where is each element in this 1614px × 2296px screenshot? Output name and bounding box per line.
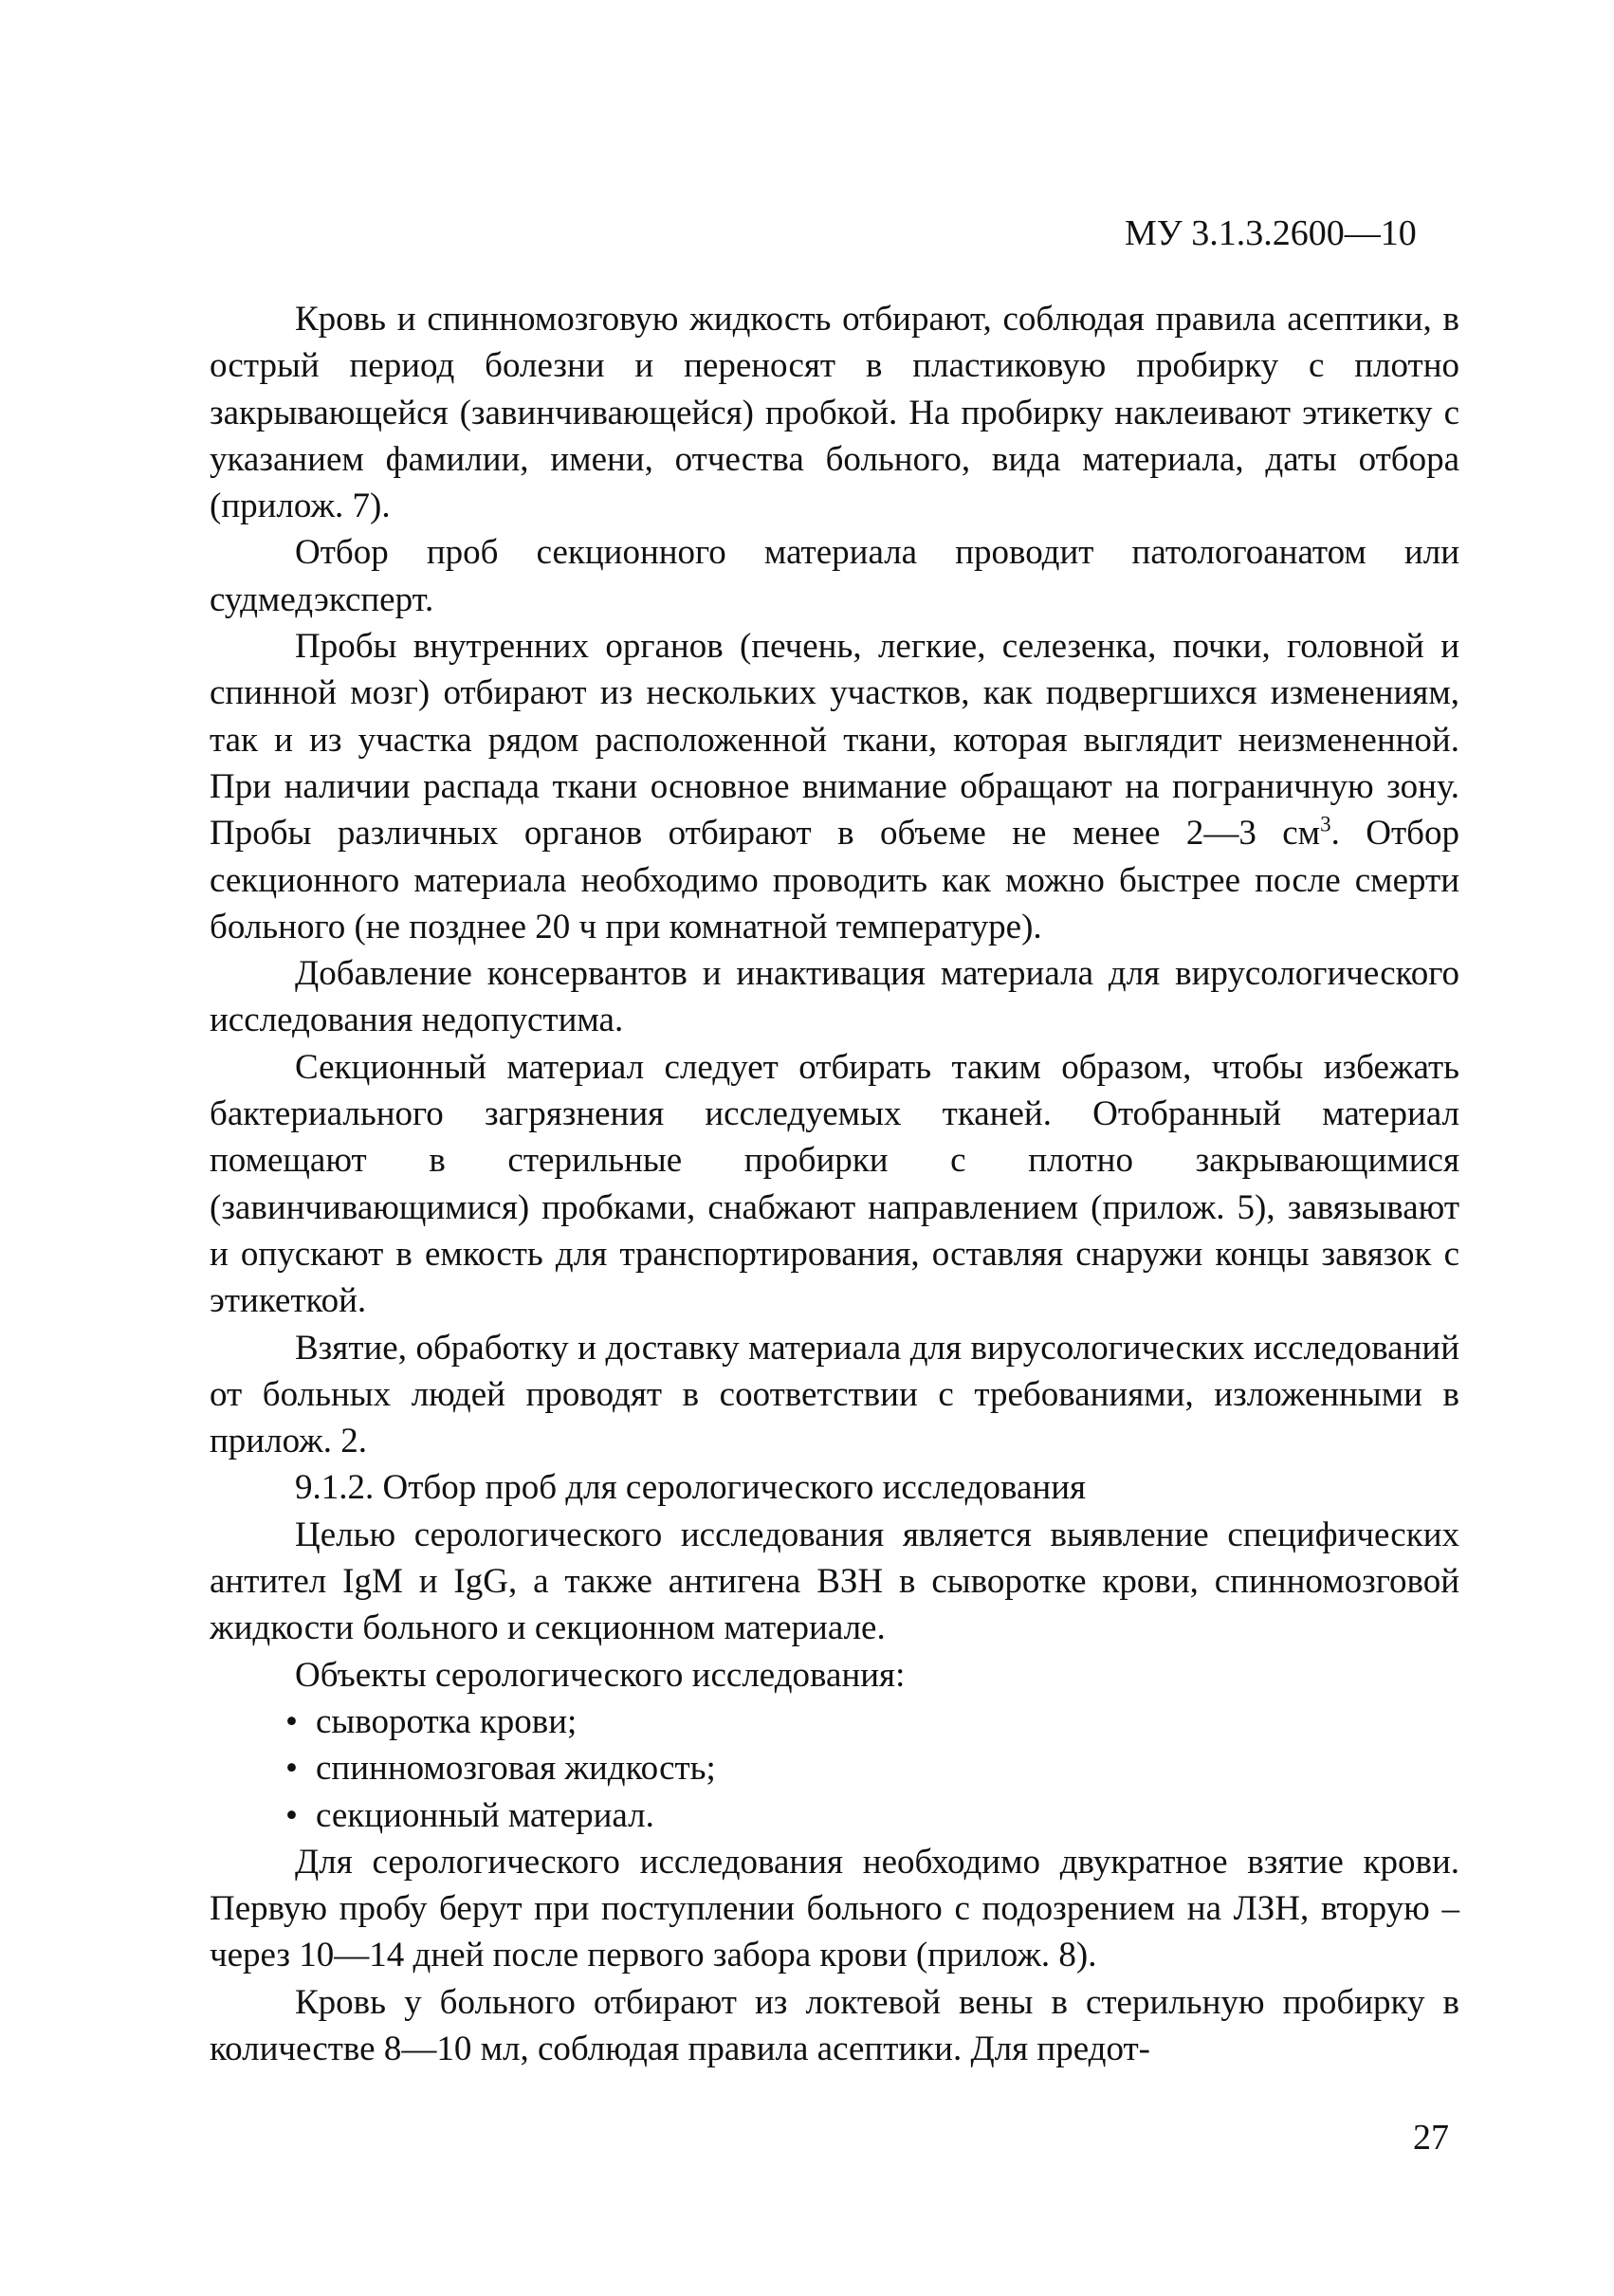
- paragraph: Объекты серологического исследования:: [295, 1655, 906, 1695]
- paragraph: Добавление консервантов и инактивация материала для вирусологического исследования недопустима.: [210, 954, 1459, 1040]
- page-number: 27: [1413, 2118, 1449, 2158]
- section-heading: 9.1.2. Отбор проб для серологического исследования: [295, 1468, 1087, 1508]
- list-item: [210, 1792, 1459, 1839]
- superscript-unit: 3: [1320, 812, 1331, 836]
- list-item-text: спинномозговая жидкость;: [316, 1749, 716, 1789]
- page-body: [210, 296, 1459, 2072]
- paragraph: Отбор проб секционного материала проводит патологоанатом или судмедэксперт.: [210, 533, 1459, 619]
- list-item-text: секционный материал.: [316, 1795, 654, 1835]
- paragraph-text: Пробы внутренних органов (печень, легкие, селезенка, почки, головной и спинной мозг) отбирают из нескольких участков, как подвергшихся изменениям, так и из участка рядом расположенной ткани, которая выглядит неизмененной. При наличии распада ткани основное внимание обращают на пограничную зону. Пробы различных органов отбирают в объеме не менее 2—3 см: [210, 627, 1459, 854]
- bullet-icon: •: [285, 1795, 298, 1835]
- objects-list: [210, 1699, 1459, 1839]
- paragraph: Взятие, обработку и доставку материала для вирусологических исследований от больных людей проводят в соответствии с требованиями, изложенными в прилож. 2.: [210, 1328, 1459, 1461]
- list-item: [210, 1699, 1459, 1745]
- document-code-header: МУ 3.1.3.2600—10: [1125, 213, 1417, 253]
- bullet-icon: •: [285, 1701, 298, 1741]
- paragraph: Целью серологического исследования является выявление специфических антител IgM и IgG, а также антигена ВЗН в сыворотке крови, спинномозговой жидкости больного и секционном материале.: [210, 1515, 1459, 1648]
- paragraph: Секционный материал следует отбирать таким образом, чтобы избежать бактериального загрязнения исследуемых тканей. Отобранный материал помещают в стерильные пробирки с плотно закрывающимися (завинчивающимися) пробками, снабжают направлением (прилож. 5), завязывают и опускают в емкость для транспортирования, оставляя снаружи концы завязок с этикеткой.: [210, 1047, 1459, 1321]
- paragraph: Для серологического исследования необходимо двукратное взятие крови. Первую пробу берут при поступлении больного с подозрением на ЛЗН, вторую – через 10—14 дней после первого забора крови (прилож. 8).: [210, 1842, 1459, 1975]
- paragraph: [210, 623, 1459, 950]
- list-item: [210, 1745, 1459, 1791]
- list-item-text: сыворотка крови;: [316, 1701, 578, 1741]
- paragraph: Кровь и спинномозговую жидкость отбирают, соблюдая правила асептики, в острый период болезни и переносят в пластиковую пробирку с плотно закрывающейся (завинчивающейся) пробкой. На пробирку наклеивают этикетку с указанием фамилии, имени, отчества больного, вида материала, даты отбора (прилож. 7).: [210, 300, 1459, 526]
- paragraph: Кровь у больного отбирают из локтевой вены в стерильную пробирку в количестве 8—10 мл, соблюдая правила асептики. Для предот-: [210, 1982, 1459, 2068]
- bullet-icon: •: [285, 1749, 298, 1789]
- paragraph-text: . Отбор секционного материала необходимо проводить как можно быстрее после смерти больного (не позднее 20 ч при комнатной температуре).: [210, 814, 1459, 946]
